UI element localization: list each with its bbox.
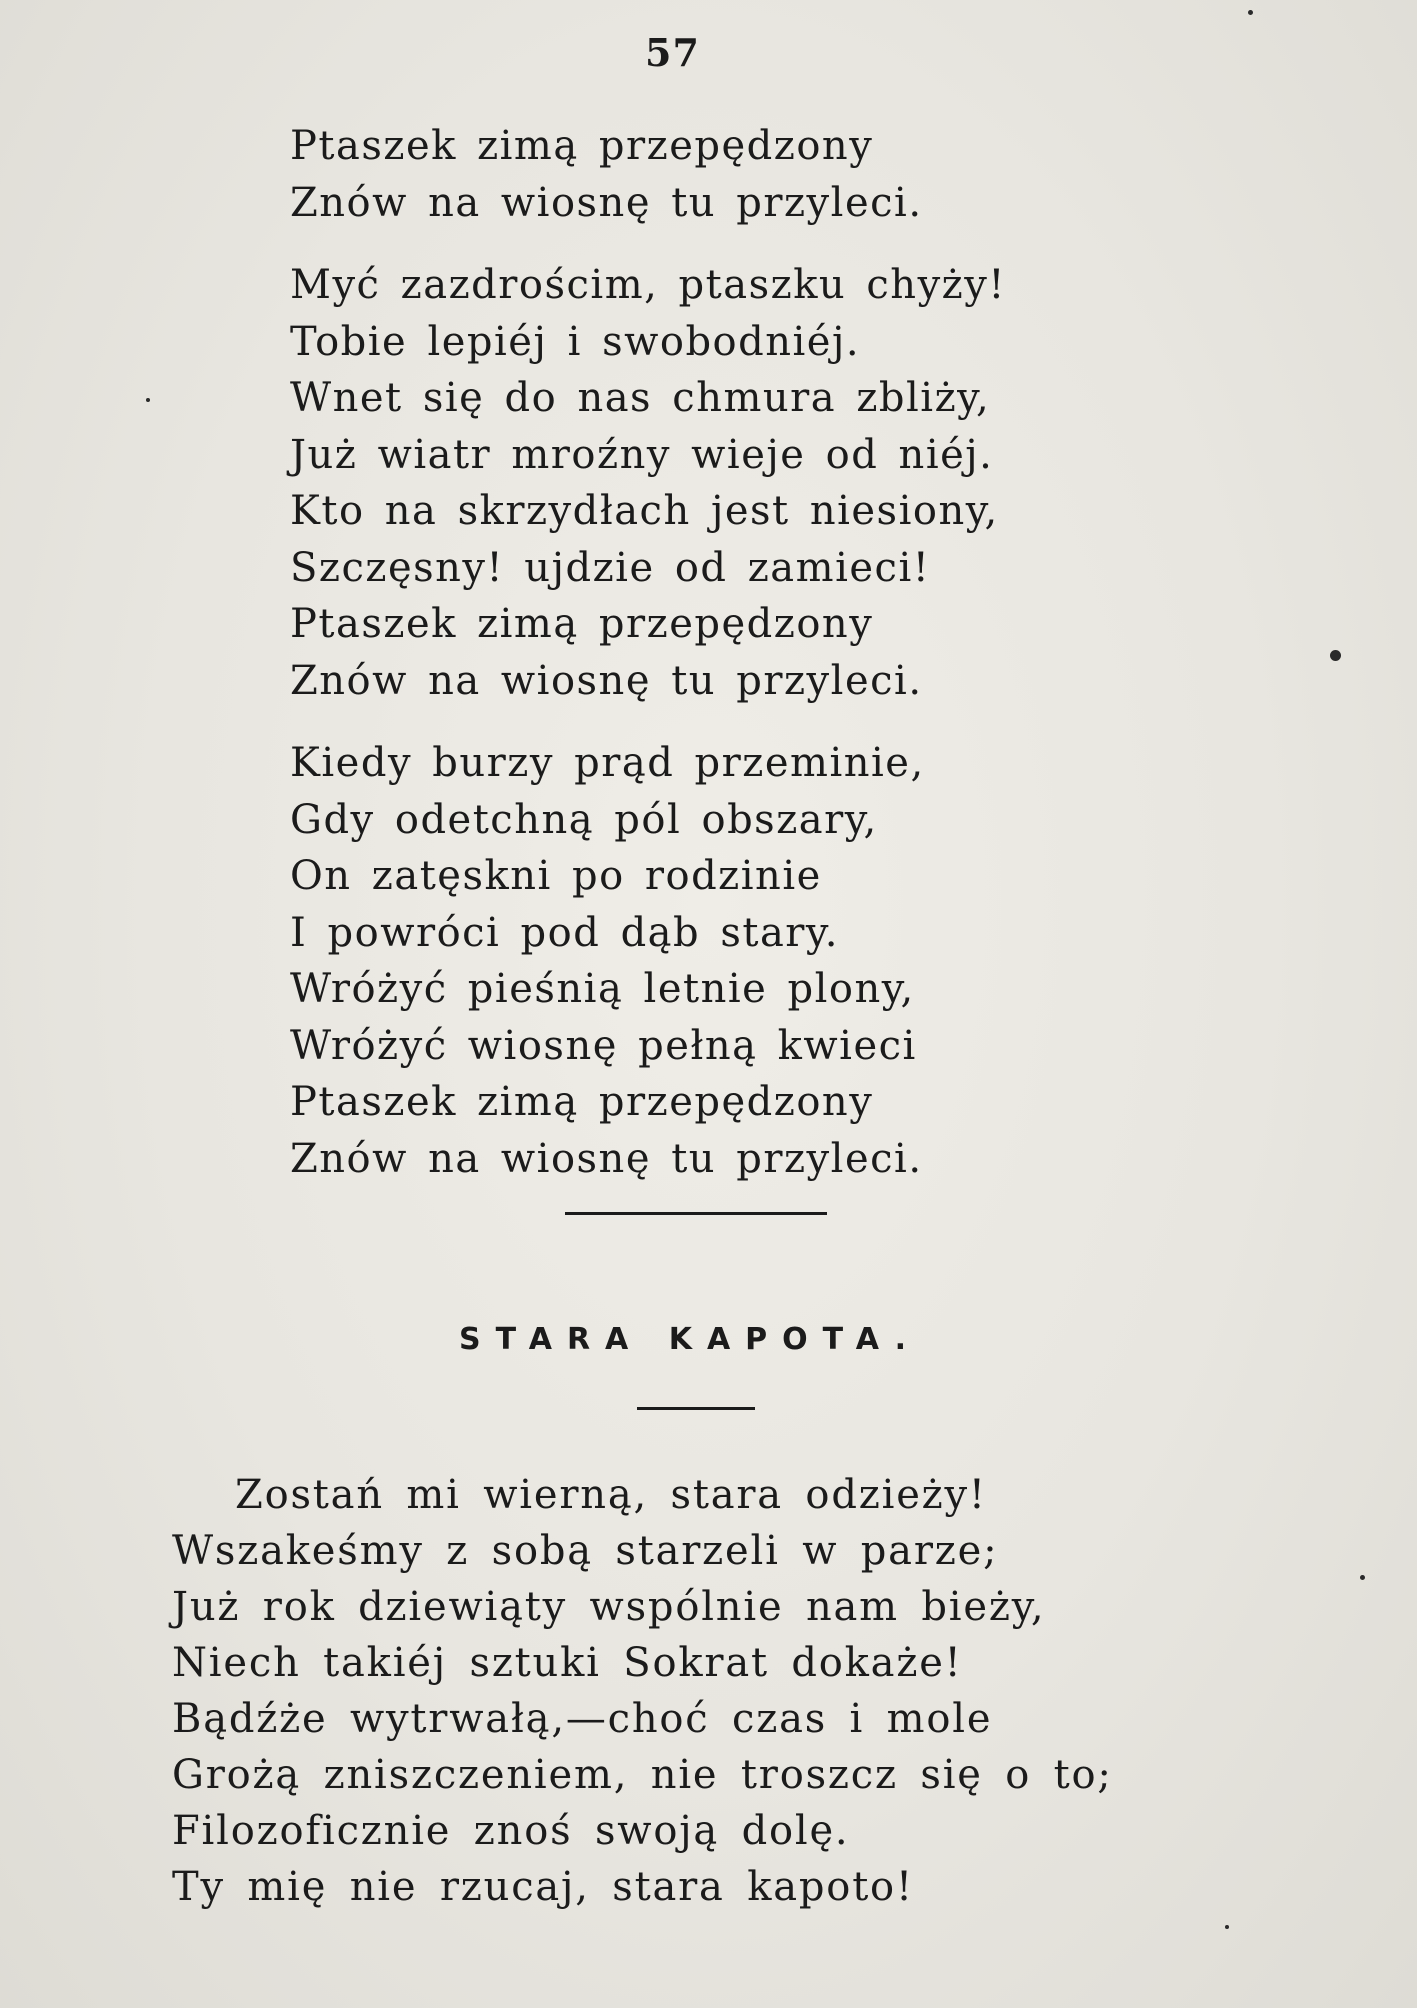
verse-line: Myć zazdrościm, ptaszku chyży! [290,262,1006,308]
verse-line: Znów na wiosnę tu przyleci. [290,657,923,704]
verse-line: Filozoficznie znoś swoją dolę. [172,1808,850,1854]
paper-speck [1360,1575,1365,1580]
verse-line: On zatęskni po rodzinie [290,853,822,899]
verse-line: Niech takiéj sztuki Sokrat dokaże! [172,1640,963,1686]
verse-line: Wnet się do nas chmura zbliży, [290,375,991,421]
paper-speck [1330,650,1341,661]
verse-line: Wróżyć pieśnią letnie plony, [290,966,915,1012]
verse-line: Wróżyć wiosnę pełną kwieci [290,1022,917,1069]
poem-stara-kapota [172,1467,1272,1915]
verse-line: Znów na wiosnę tu przyleci. [290,179,923,226]
section-divider [565,1212,827,1215]
page-number: 57 [645,30,700,75]
paper-speck [1225,1925,1229,1929]
poem-continued [290,118,1190,1187]
verse-line: Już rok dziewiąty wspólnie nam bieży, [172,1584,1046,1630]
verse-line: Kiedy burzy prąd przeminie, [290,740,925,786]
stanza-2 [290,257,1190,709]
stanza-3 [290,735,1190,1187]
verse-line: Zostań mi wierną, stara odzieży! [235,1472,987,1518]
verse-line: Ptaszek zimą przepędzony [290,1079,874,1125]
verse-line: Ty mię nie rzucaj, stara kapoto! [172,1864,914,1910]
verse-line: Ptaszek zimą przepędzony [290,601,874,647]
verse-line: Ptaszek zimą przepędzony [290,123,874,169]
verse-line: Kto na skrzydłach jest niesiony, [290,488,999,534]
verse-line: Bądźże wytrwałą,—choć czas i mole [172,1696,993,1742]
title-underline [637,1407,755,1410]
paper-speck [1248,10,1253,15]
verse-line: Gdy odetchną pól obszary, [290,796,878,843]
verse-line: Już wiatr mroźny wieje od niéj. [290,431,994,478]
verse-line: Tobie lepiéj i swobodniéj. [290,318,861,365]
verse-line: Szczęsny! ujdzie od zamieci! [290,544,931,591]
stanza-1 [290,118,1190,231]
verse-line: I powróci pod dąb stary. [290,909,839,956]
verse-line: Grożą zniszczeniem, nie troszcz się o to; [172,1752,1113,1798]
verse-line: Wszakeśmy z sobą starzeli w parze; [172,1528,999,1574]
paper-speck [146,398,150,402]
verse-line: Znów na wiosnę tu przyleci. [290,1135,923,1182]
poem-title: STARA KAPOTA. [459,1322,921,1357]
